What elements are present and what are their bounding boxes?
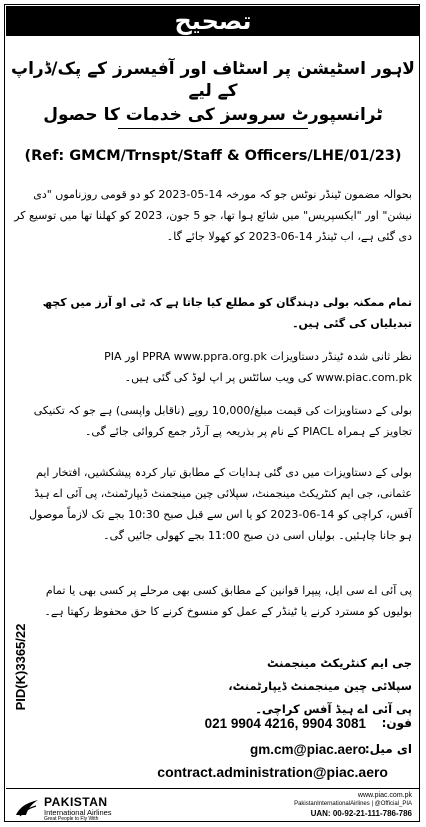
pid-code: PID(K)3365/22 xyxy=(13,623,28,711)
footer-contact xyxy=(212,791,412,819)
address-line: پی آئی اے ہیڈ آفس کراچی۔ xyxy=(255,702,412,716)
pia-logo-mark-icon xyxy=(14,797,40,819)
correction-banner: تصحیح xyxy=(6,6,420,36)
footer-social: PakistanInternationalAirlines | @Official_PIA xyxy=(294,801,412,807)
footer-website[interactable]: www.piac.com.pk xyxy=(357,792,412,799)
reference-number: (Ref: GMCM/Trnspt/Staff & Officers/LHE/01/23) xyxy=(24,148,402,164)
email-label: ای میل: xyxy=(364,742,412,756)
email-gm-cm[interactable]: gm.cm@piac.aero xyxy=(250,742,366,757)
paragraph-rights-reserved: پی آئی اے سی ایل، پیپرا قوانین کے مطابق کسی بھی مرحلے پر کسی بھی یا تمام بولیوں کو مسترد کرنے یا ٹینڈر کے عمل کو منسوخ کرنے کا حق محفوظ رکھتا ہے۔ xyxy=(44,584,412,618)
paragraph-revised-documents: نظر ثانی شدہ ٹینڈر دستاویزات PPRA www.ppra.org.pk اور PIA www.piac.com.pk کی ویب سائٹس پر اپ لوڈ کی گئی ہیں۔ xyxy=(104,350,412,384)
logo-tagline: Great People to Fly With xyxy=(44,816,99,822)
logo-subtitle: International Airlines xyxy=(44,808,112,817)
address-block xyxy=(14,652,412,721)
paragraph-tor-changes: تمام ممکنہ بولی دہندگان کو مطلع کیا جاتا ہے کہ ٹی او آرز میں کچھ تبدیلیاں کی گئی ہیں۔ xyxy=(42,296,412,330)
phone-label: فون: xyxy=(381,716,412,730)
pia-logo xyxy=(14,795,174,821)
notice-heading-1: لاہور اسٹیشن پر اسٹاف اور آفیسرز کے پک/ڈراپ کے لیے xyxy=(11,59,415,101)
phone-numbers: 021 9904 4216, 9904 3081 xyxy=(204,716,366,731)
footer-uan: UAN: 00-92-21-111-786-786 xyxy=(310,809,412,818)
address-line: جی ایم کنٹریکٹ مینجمنٹ xyxy=(267,656,412,670)
heading-underline xyxy=(118,128,308,129)
footer xyxy=(6,788,420,823)
notice-heading-2: ٹرانسپورٹ سروسز کی خدمات کا حصول xyxy=(43,105,383,125)
paragraph-document-price: بولی کے دستاویزات کی قیمت مبلغ/10,000 روپے (ناقابل واپسی) ہے جو کہ تکنیکی تجاویز کے ہمراہ PIACL کے نام پر بذریعہ پے آرڈر جمع کروائی جائے گی۔ xyxy=(33,404,412,438)
paragraph-submission: بولی کے دستاویزات میں دی گئی ہدایات کے مطابق تیار کردہ پیشکشیں، افتخار ایم عثمانی، جی ایم کنٹریکٹ مینجمنٹ، سپلائی چین مینجمنٹ ڈیپارٹمنٹ، پی آئی اے ہیڈ آفس، کراچی کو 14-06-2023 کو یا اس سے قبل صبح 10:30 بجے تک لازماً موصول ہو جانا چاہئیں۔ بولیاں اسی دن صبح 11:00 بجے کھولی جائیں گی۔ xyxy=(29,466,412,542)
logo-name: PAKISTAN xyxy=(44,795,108,809)
address-line: سپلائی چین مینجمنٹ ڈیپارٹمنٹ، xyxy=(228,679,412,693)
email-contract-administration[interactable]: contract.administration@piac.aero xyxy=(157,764,388,780)
paragraph-extension: بحوالہ مضمون ٹینڈر نوٹس جو کہ مورخہ 14-05-2023 کو دو قومی روزناموں "دی نیشن" اور "ایکسپریس" میں شائع ہوا تھا، جو 5 جون، 2023 کو کھلنا تھا میں توسیع کر دی گئی ہے، اب ٹینڈر 14-06-2023 کو کھولا جائے گا۔ xyxy=(14,188,412,243)
